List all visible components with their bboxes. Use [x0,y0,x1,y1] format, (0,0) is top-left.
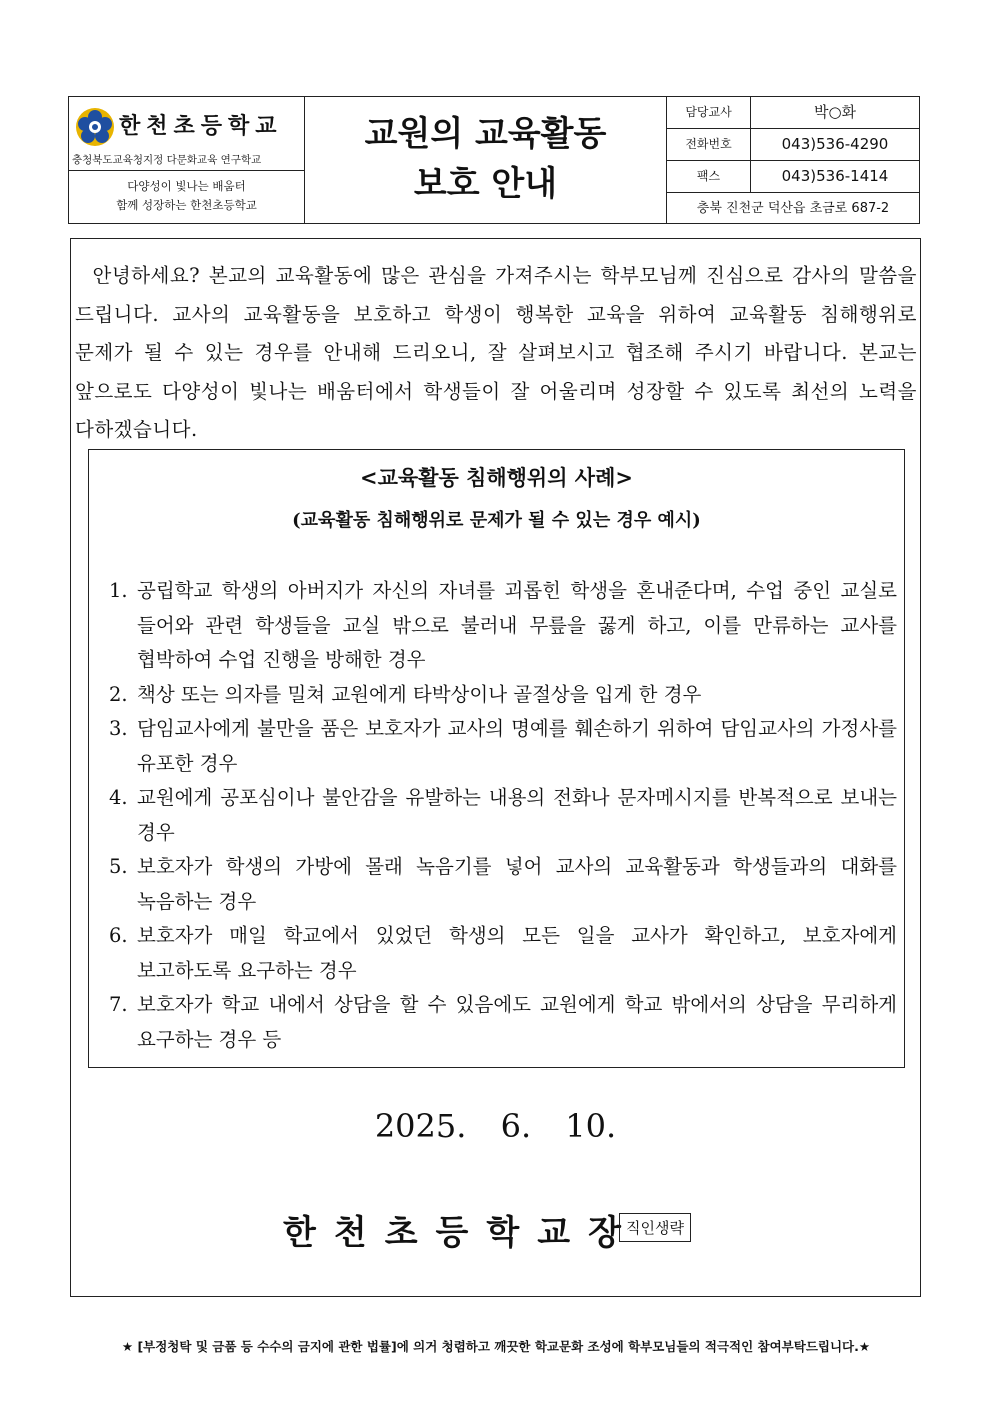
case-number: 6. [109,924,128,947]
motto-line-1: 다양성이 빛나는 배움터 [127,179,246,193]
case-number: 1. [109,579,128,602]
document-title [305,97,667,223]
footer-notice: ★ [부정청탁 및 금품 등 수수의 금지에 관한 법률]에 의거 청렴하고 깨끗한 학교문화 조성에 학부모님들의 적극적인 참여부탁드립니다.★ [121,1339,871,1354]
motto-line-2: 함께 성장하는 한천초등학교 [116,198,257,212]
case-text: 보호자가 학생의 가방에 몰래 녹음기를 넣어 교사의 교육활동과 학생들과의 대화를 녹음하는 경우 [137,855,897,913]
fax-value: 043)536-1414 [781,167,889,185]
case-number: 4. [109,786,128,809]
list-item [109,781,897,850]
contact-info [667,97,919,223]
case-list [109,574,897,1057]
phone-row [667,129,919,161]
case-text: 보호자가 학교 내에서 상담을 할 수 있음에도 교원에게 학교 밖에서의 상담을 무리하게 요구하는 경우 등 [137,993,897,1051]
address-row [667,193,919,225]
cases-subtitle: (교육활동 침해행위로 문제가 될 수 있는 경우 예시) [292,510,701,531]
case-text: 보호자가 매일 학교에서 있었던 학생의 모든 일을 교사가 확인하고, 보호자에게 보고하도록 요구하는 경우 [137,924,897,982]
list-item [109,850,897,919]
phone-label: 전화번호 [667,129,751,160]
issue-date: 2025. 6. 10. [374,1107,617,1145]
school-name: 한천초등학교 [119,114,283,139]
teacher-value: 박○화 [813,103,857,121]
seal-omitted-stamp: 직인생략 [619,1213,691,1242]
case-text: 담임교사에게 불만을 품은 보호자가 교사의 명예를 훼손하기 위하여 담임교사의 가정사를 유포한 경우 [137,717,897,775]
list-item [109,988,897,1057]
fax-row [667,161,919,193]
fax-label: 팩스 [667,161,751,192]
intro-paragraph [75,257,917,450]
case-number: 7. [109,993,128,1016]
school-block [69,97,305,223]
school-logo-icon [75,107,115,147]
title-line-2: 보호 안내 [413,164,558,204]
case-number: 5. [109,855,128,878]
school-address: 충북 진천군 덕산읍 초금로 687-2 [696,201,890,216]
case-number: 3. [109,717,128,740]
list-item [109,678,897,713]
list-item [109,574,897,678]
case-number: 2. [109,682,128,706]
cases-title: <교육활동 침해행위의 사례> [360,465,633,490]
case-text: 책상 또는 의자를 밀쳐 교원에게 타박상이나 골절상을 입게 한 경우 [137,682,702,706]
title-line-1: 교원의 교육활동 [364,114,607,154]
intro-text: 안녕하세요? 본교의 교육활동에 많은 관심을 가져주시는 학부모님께 진심으로 감사의 말씀을 드립니다. 교사의 교육활동을 보호하고 학생이 행복한 교육을 위하여 교육활동 침해행위로 문제가 될 수 있는 경우를 안내해 드리오니, 잘 살펴보시고 협조해 주시기 바랍니다. 본교는 앞으로도 다양성이 빛나는 배움터에서 학생들이 잘 어울리며 성장할 수 있도록 최선의 노력을 다하겠습니다. [75,264,917,441]
case-text: 공립학교 학생의 아버지가 자신의 자녀를 괴롭힌 학생을 혼내준다며, 수업 중인 교실로 들어와 관련 학생들을 교실 밖으로 불러내 무릎을 꿇게 하고, 이를 만류하는 교사를 협박하여 수업 진행을 방해한 경우 [137,579,897,671]
school-row [69,97,304,171]
phone-value: 043)536-4290 [781,135,889,153]
document-header [68,96,920,224]
teacher-label: 담당교사 [667,97,751,128]
school-designation: 충청북도교육청지정 다문화교육 연구학교 [72,154,262,166]
cases-box [88,449,905,1068]
school-motto [69,171,304,224]
list-item [109,919,897,988]
principal-signature: 한천초등학교장 [283,1213,639,1253]
teacher-row [667,97,919,129]
notice-body [70,238,921,1297]
list-item [109,712,897,781]
case-text: 교원에게 공포심이나 불안감을 유발하는 내용의 전화나 문자메시지를 반복적으로 보내는 경우 [137,786,897,844]
